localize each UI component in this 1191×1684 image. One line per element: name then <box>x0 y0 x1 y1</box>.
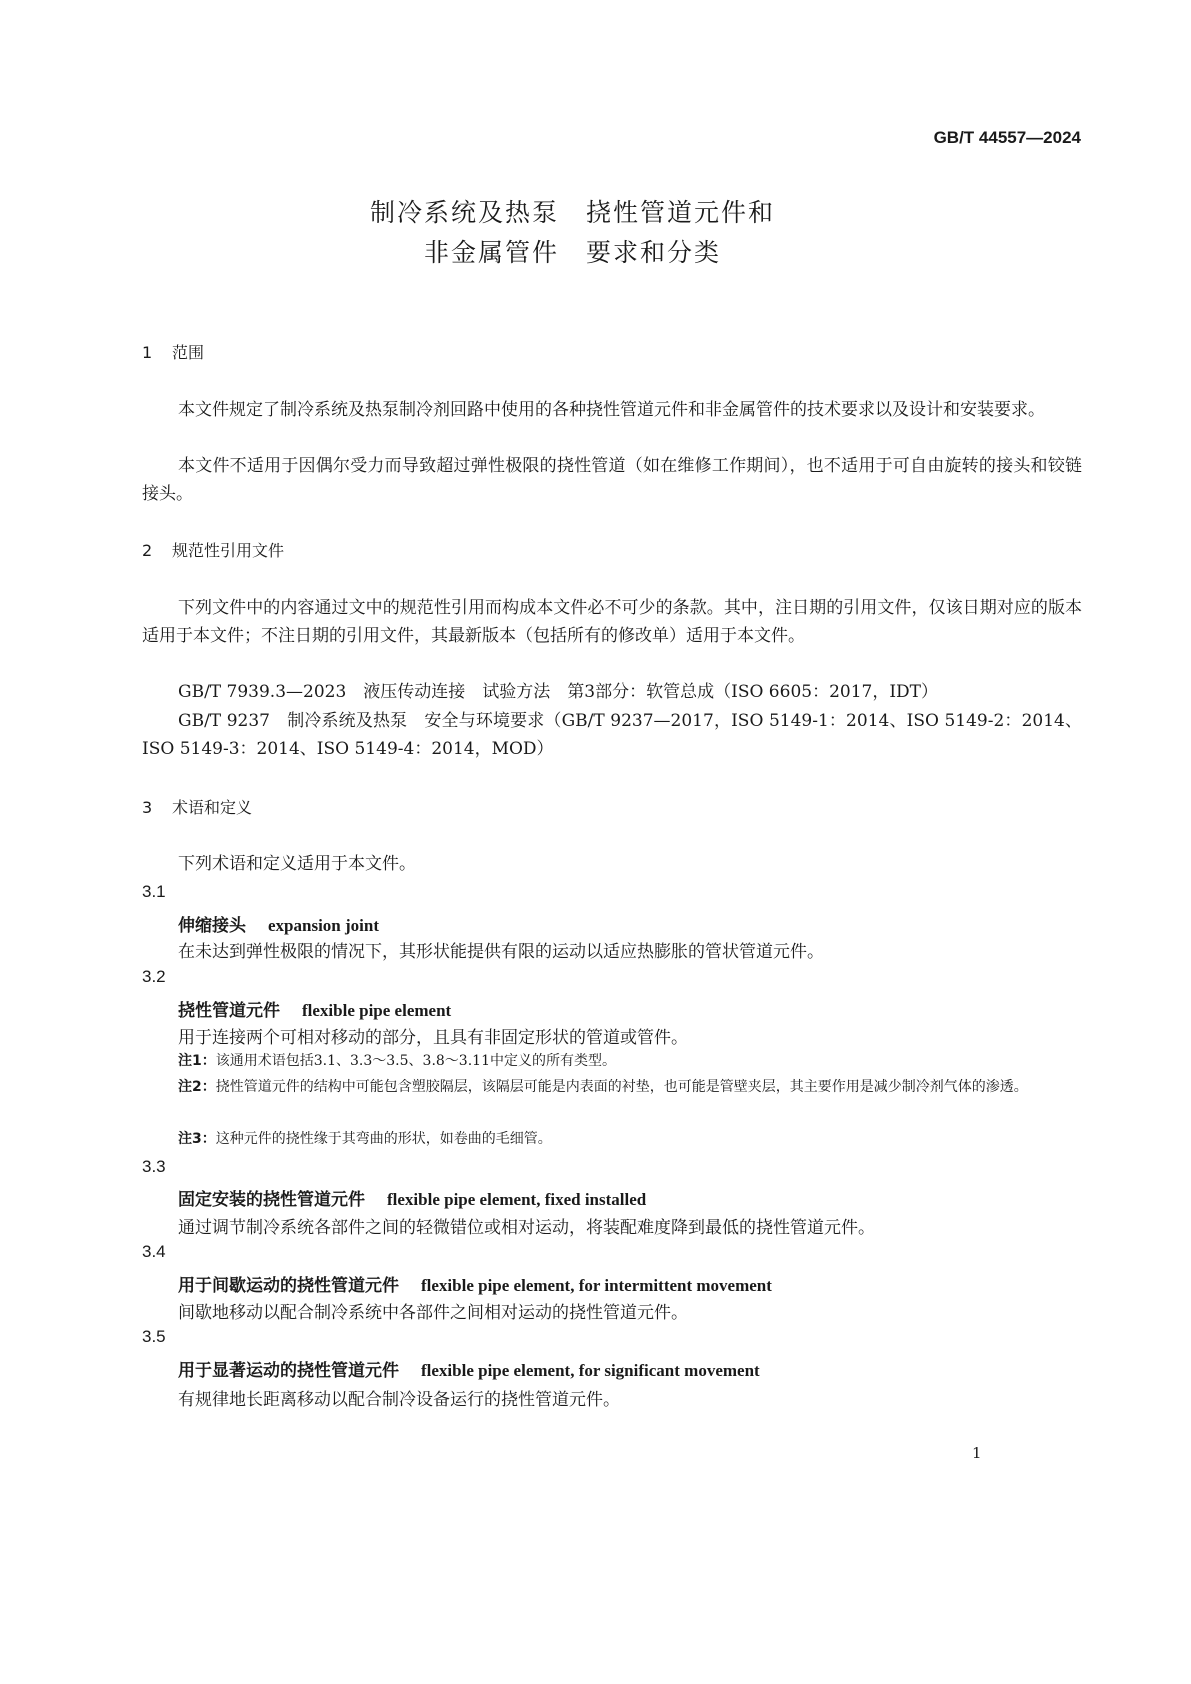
scope-paragraph-2: 本文件不适用于因偶尔受力而导致超过弹性极限的挠性管道（如在维修工作期间），也不适用于可自由旋转的接头和铰链接头。 <box>142 456 1082 504</box>
document-title-line-2: 非金属管件 要求和分类 <box>423 238 721 267</box>
clause-number: 3.3 <box>142 1157 166 1176</box>
term-definition: 间歇地移动以配合制冷系统中各部件之间相对运动的挠性管道元件。 <box>178 1303 688 1323</box>
section-heading-normative-references: 2 规范性引用文件 <box>142 541 285 560</box>
term-definition: 有规律地长距离移动以配合制冷设备运行的挠性管道元件。 <box>178 1390 620 1410</box>
clause-number: 3.2 <box>142 967 166 986</box>
standard-number: GB/T 44557—2024 <box>933 128 1081 147</box>
term-title: 用于间歇运动的挠性管道元件 flexible pipe element, for intermittent movement <box>178 1276 772 1296</box>
terms-intro: 下列术语和定义适用于本文件。 <box>178 854 416 874</box>
document-title-line-1: 制冷系统及热泵 挠性管道元件和 <box>369 198 775 227</box>
clause-number: 3.4 <box>142 1242 166 1261</box>
term-title: 用于显著运动的挠性管道元件 flexible pipe element, for significant movement <box>178 1361 760 1381</box>
term-title: 挠性管道元件 flexible pipe element <box>178 1001 452 1021</box>
reference-item: GB/T 9237 制冷系统及热泵 安全与环境要求（GB/T 9237—2017，ISO 5149-1：2014、ISO 5149-2：2014、ISO 5149-3：2014、ISO 5149-4：2014，MOD） <box>142 711 1082 759</box>
term-title: 固定安装的挠性管道元件 flexible pipe element, fixed installed <box>178 1190 647 1210</box>
note: 注2：挠性管道元件的结构中可能包含塑胶隔层，该隔层可能是内表面的衬垫，也可能是管壁夹层，其主要作用是减少制冷剂气体的渗透。 <box>178 1079 1028 1095</box>
term-title: 伸缩接头 expansion joint <box>178 916 379 936</box>
clause-number: 3.1 <box>142 882 166 901</box>
reference-item: GB/T 7939.3—2023 液压传动连接 试验方法 第3部分：软管总成（ISO 6605：2017，IDT） <box>178 682 939 702</box>
references-intro: 下列文件中的内容通过文中的规范性引用而构成本文件必不可少的条款。其中，注日期的引用文件，仅该日期对应的版本适用于本文件；不注日期的引用文件，其最新版本（包括所有的修改单）适用于本文件。 <box>142 598 1082 646</box>
section-heading-scope: 1 范围 <box>142 343 205 362</box>
section-heading-terms: 3 术语和定义 <box>142 798 253 817</box>
term-definition: 通过调节制冷系统各部件之间的轻微错位或相对运动，将装配难度降到最低的挠性管道元件。 <box>178 1218 875 1238</box>
scope-paragraph-1: 本文件规定了制冷系统及热泵制冷剂回路中使用的各种挠性管道元件和非金属管件的技术要求以及设计和安装要求。 <box>178 400 1045 420</box>
note: 注1：该通用术语包括3.1、3.3～3.5、3.8～3.11中定义的所有类型。 <box>178 1053 616 1069</box>
term-definition: 用于连接两个可相对移动的部分，且具有非固定形状的管道或管件。 <box>178 1028 688 1048</box>
clause-number: 3.5 <box>142 1327 166 1346</box>
page-number: 1 <box>972 1444 982 1462</box>
note: 注3：这种元件的挠性缘于其弯曲的形状，如卷曲的毛细管。 <box>178 1131 552 1147</box>
term-definition: 在未达到弹性极限的情况下，其形状能提供有限的运动以适应热膨胀的管状管道元件。 <box>178 942 824 962</box>
